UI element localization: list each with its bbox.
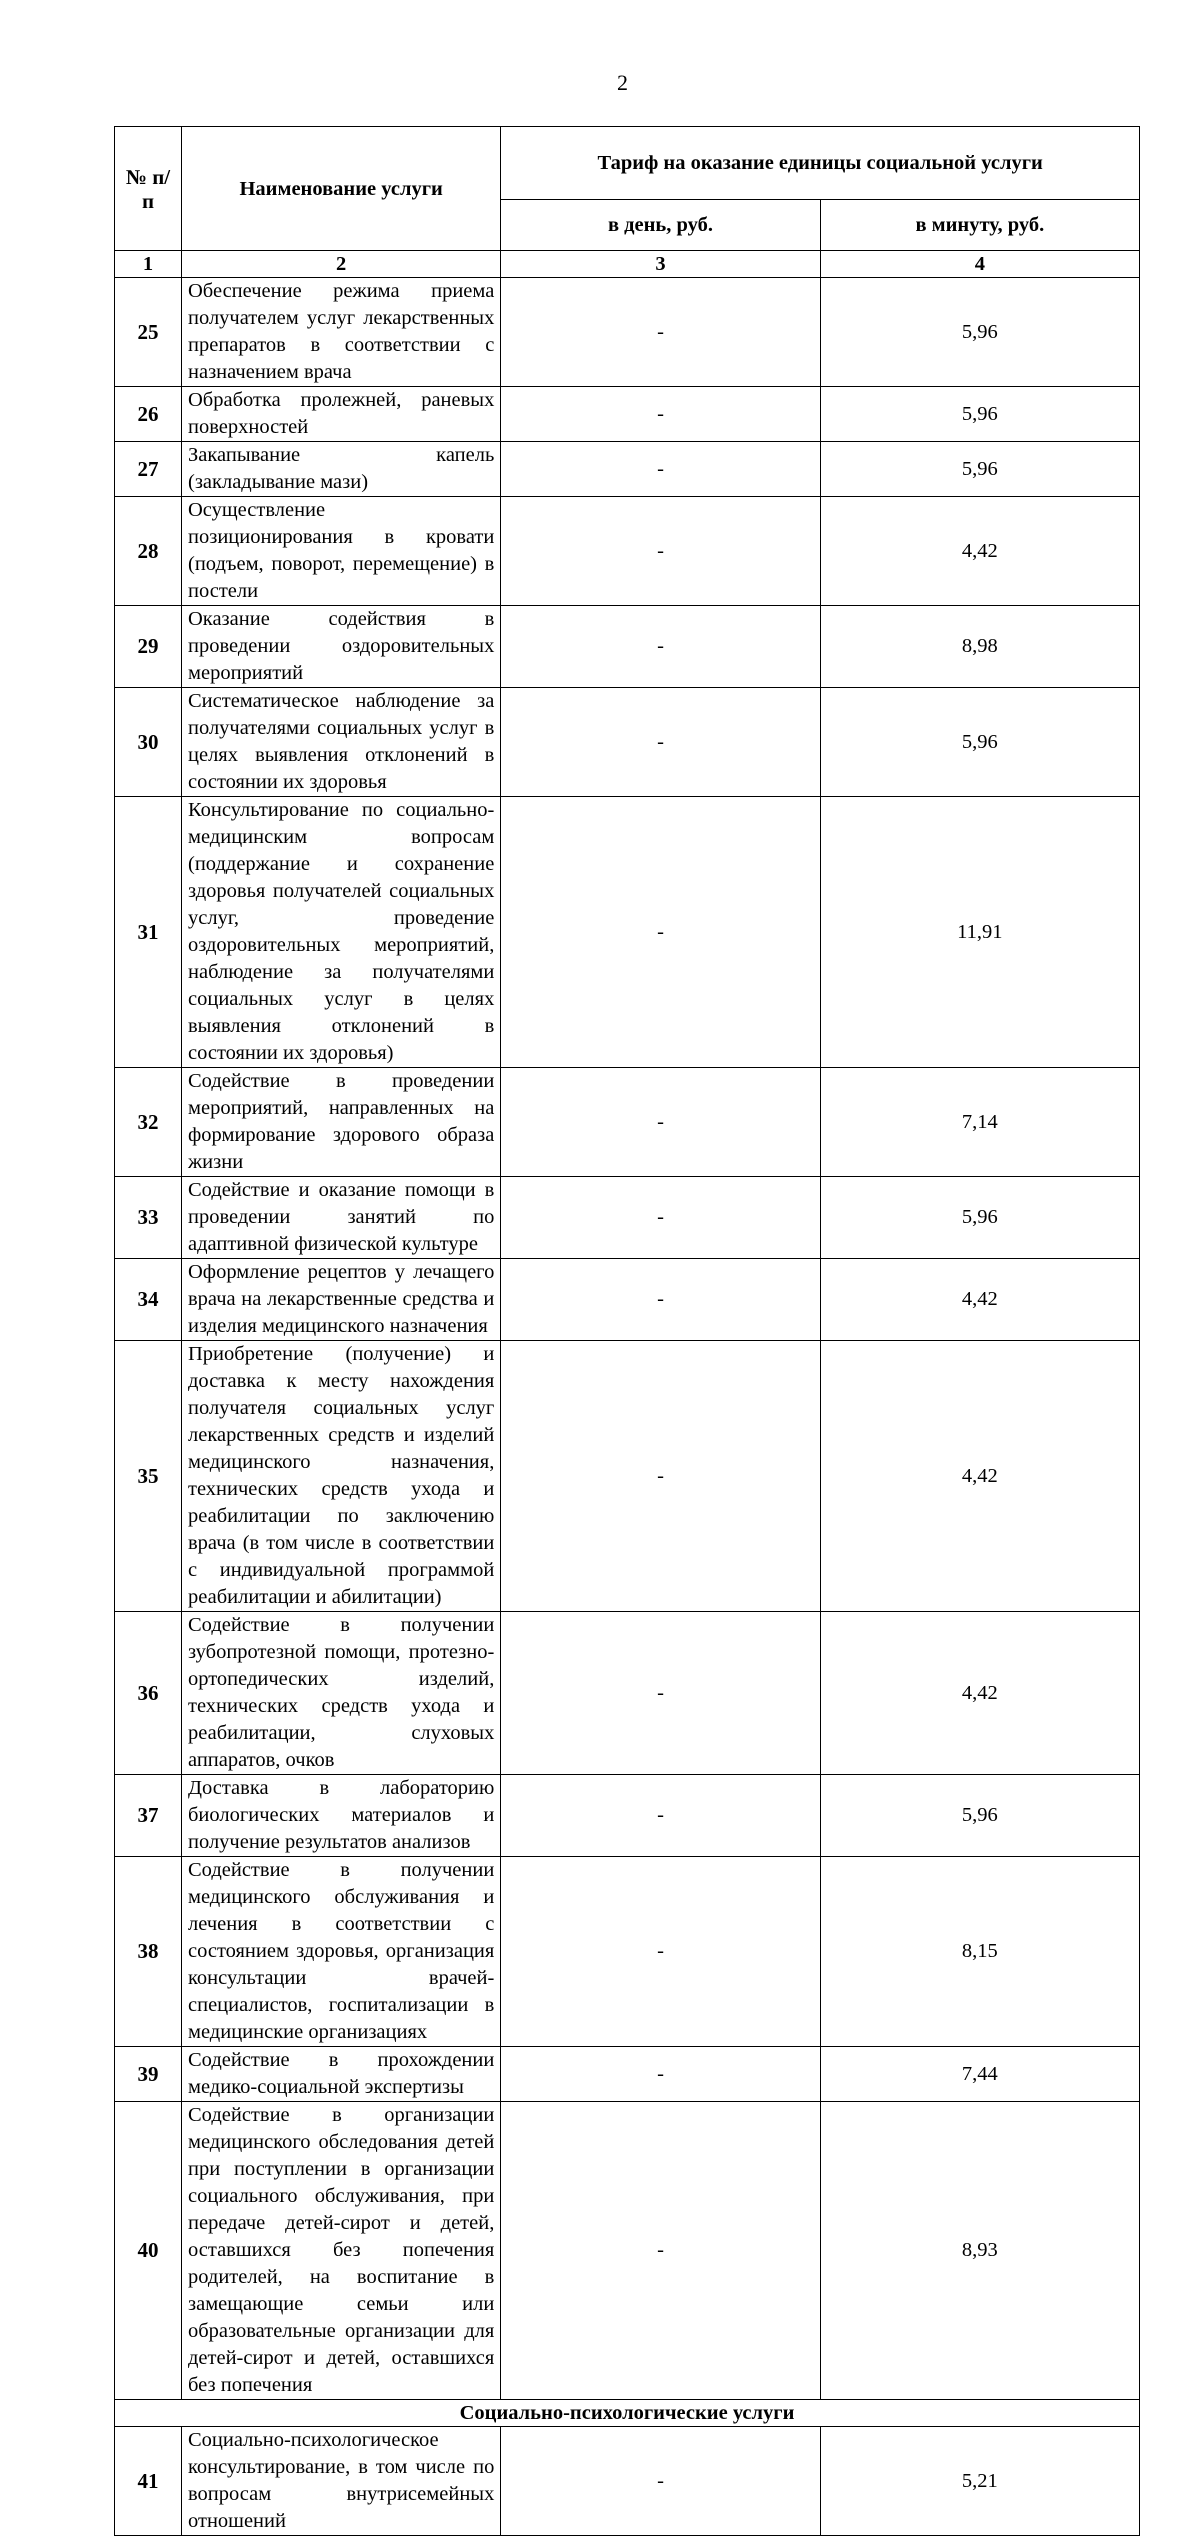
tariff-per-day: - [501,387,820,442]
tariff-per-day: - [501,2102,820,2400]
row-number: 34 [115,1259,182,1341]
header-num: № п/п [115,127,182,251]
service-name: Содействие и оказание помощи в проведении занятий по адаптивной физической культуре [182,1177,501,1259]
header-per-day: в день, руб. [501,200,820,251]
service-row [115,278,1140,387]
tariff-per-day: - [501,797,820,1068]
tariff-per-day: - [501,1068,820,1177]
service-name: Социально-психологическое консультирование, в том числе по вопросам внутрисемейных отношений [182,2427,501,2536]
row-number: 39 [115,2047,182,2102]
service-row [115,1857,1140,2047]
service-row [115,387,1140,442]
tariff-per-minute: 5,96 [820,1775,1139,1857]
column-number: 1 [115,251,182,278]
tariff-per-minute: 5,96 [820,278,1139,387]
row-number: 27 [115,442,182,497]
service-name: Содействие в получении медицинского обслуживания и лечения в соответствии с состоянием здоровья, организация консультации врачей-специалистов, госпитализации в медицинские организациях [182,1857,501,2047]
header-tariff: Тариф на оказание единицы социальной услуги [501,127,1140,200]
tariff-per-minute: 5,21 [820,2427,1139,2536]
tariff-table [114,126,1140,2536]
column-number: 4 [820,251,1139,278]
header-service-name: Наименование услуги [182,127,501,251]
tariff-per-day: - [501,1612,820,1775]
row-number: 25 [115,278,182,387]
row-number: 33 [115,1177,182,1259]
column-number: 3 [501,251,820,278]
row-number: 30 [115,688,182,797]
tariff-per-minute: 7,14 [820,1068,1139,1177]
tariff-per-minute: 4,42 [820,1612,1139,1775]
service-row [115,688,1140,797]
tariff-per-minute: 8,93 [820,2102,1139,2400]
tariff-per-minute: 11,91 [820,797,1139,1068]
row-number: 32 [115,1068,182,1177]
tariff-per-day: - [501,1259,820,1341]
service-row [115,606,1140,688]
tariff-per-minute: 4,42 [820,1259,1139,1341]
tariff-per-minute: 8,15 [820,1857,1139,2047]
service-row [115,442,1140,497]
tariff-per-day: - [501,497,820,606]
tariff-per-minute: 4,42 [820,1341,1139,1612]
service-name: Обработка пролежней, раневых поверхностей [182,387,501,442]
row-number: 35 [115,1341,182,1612]
column-numbers-row [115,251,1140,278]
tariff-per-minute: 5,96 [820,688,1139,797]
tariff-per-minute: 5,96 [820,1177,1139,1259]
service-name: Содействие в проведении мероприятий, направленных на формирование здорового образа жизни [182,1068,501,1177]
tariff-per-day: - [501,442,820,497]
service-row [115,1177,1140,1259]
row-number: 29 [115,606,182,688]
row-number: 31 [115,797,182,1068]
service-row [115,1341,1140,1612]
tariff-per-day: - [501,2427,820,2536]
service-name: Содействие в получении зубопротезной помощи, протезно-ортопедических изделий, технических средств ухода и реабилитации, слуховых аппаратов, очков [182,1612,501,1775]
service-row [115,1775,1140,1857]
tariff-per-day: - [501,1177,820,1259]
service-row [115,1068,1140,1177]
tariff-per-day: - [501,2047,820,2102]
service-name: Осуществление позиционирования в кровати (подъем, поворот, перемещение) в постели [182,497,501,606]
page-number: 2 [617,70,628,95]
tariff-per-minute: 7,44 [820,2047,1139,2102]
row-number: 37 [115,1775,182,1857]
row-number: 36 [115,1612,182,1775]
row-number: 38 [115,1857,182,2047]
row-number: 40 [115,2102,182,2400]
header-per-minute: в минуту, руб. [820,200,1139,251]
service-row [115,497,1140,606]
tariff-per-day: - [501,688,820,797]
tariff-per-day: - [501,1341,820,1612]
row-number: 28 [115,497,182,606]
tariff-per-minute: 5,96 [820,442,1139,497]
tariff-per-day: - [501,1775,820,1857]
row-number: 26 [115,387,182,442]
service-row [115,2427,1140,2536]
service-name: Приобретение (получение) и доставка к месту нахождения получателя социальных услуг лекарственных средств и изделий медицинского назначения, технических средств ухода и реабилитации по заключению врача (в том числе в соответствии с индивидуальной программой реабилитации и абилитации) [182,1341,501,1612]
service-name: Оформление рецептов у лечащего врача на лекарственные средства и изделия медицинского назначения [182,1259,501,1341]
tariff-per-day: - [501,278,820,387]
service-name: Оказание содействия в проведении оздоровительных мероприятий [182,606,501,688]
service-row [115,797,1140,1068]
tariff-per-day: - [501,1857,820,2047]
tariff-per-minute: 5,96 [820,387,1139,442]
service-name: Доставка в лабораторию биологических материалов и получение результатов анализов [182,1775,501,1857]
service-name: Консультирование по социально-медицинским вопросам (поддержание и сохранение здоровья получателей социальных услуг, проведение оздоровительных мероприятий, наблюдение за получателями социальных услуг в целях выявления отклонений в состоянии их здоровья) [182,797,501,1068]
tariff-per-minute: 8,98 [820,606,1139,688]
service-name: Систематическое наблюдение за получателями социальных услуг в целях выявления отклонений в состоянии их здоровья [182,688,501,797]
service-name: Обеспечение режима приема получателем услуг лекарственных препаратов в соответствии с назначением врача [182,278,501,387]
section-title: Социально-психологические услуги [115,2400,1140,2427]
service-name: Содействие в прохождении медико-социальной экспертизы [182,2047,501,2102]
service-row [115,2102,1140,2400]
service-name: Содействие в организации медицинского обследования детей при поступлении в организации социального обслуживания, при передаче детей-сирот и детей, оставшихся без попечения родителей, на воспитание в замещающие семьи или образовательные организации для детей-сирот и детей, оставшихся без попечения [182,2102,501,2400]
tariff-per-minute: 4,42 [820,497,1139,606]
tariff-per-day: - [501,606,820,688]
section-header-row [115,2400,1140,2427]
row-number: 41 [115,2427,182,2536]
service-row [115,2047,1140,2102]
service-name: Закапывание капель (закладывание мази) [182,442,501,497]
column-number: 2 [182,251,501,278]
service-row [115,1612,1140,1775]
service-row [115,1259,1140,1341]
